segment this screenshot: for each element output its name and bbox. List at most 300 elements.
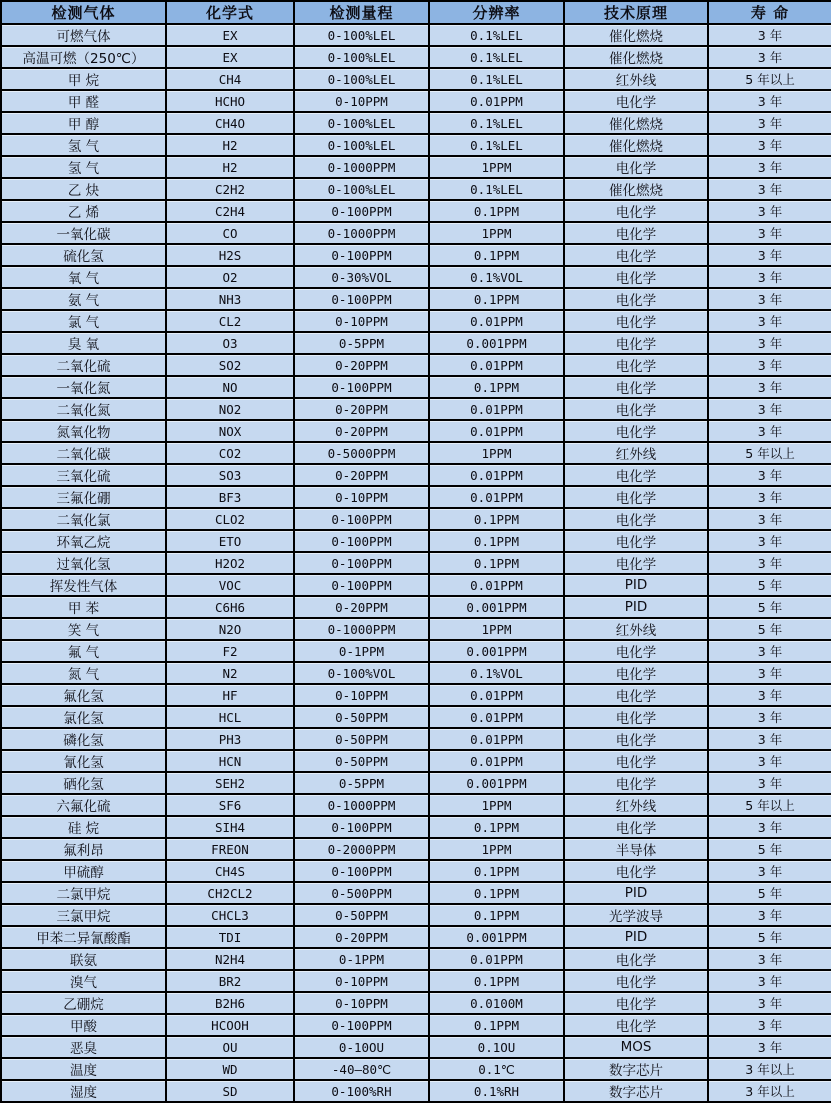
cell-principle: 半导体 — [564, 838, 708, 860]
cell-lifespan: 3 年 — [708, 244, 831, 266]
table-row — [1, 68, 831, 90]
cell-gas: 氯 气 — [1, 310, 166, 332]
cell-principle: 电化学 — [564, 90, 708, 112]
cell-lifespan: 3 年以上 — [708, 1080, 831, 1102]
cell-formula: EX — [166, 24, 294, 46]
cell-resolution: 1PPM — [429, 222, 564, 244]
cell-principle: 光学波导 — [564, 904, 708, 926]
cell-resolution: 0.01PPM — [429, 398, 564, 420]
table-row — [1, 486, 831, 508]
table-row — [1, 574, 831, 596]
cell-gas: 环氧乙烷 — [1, 530, 166, 552]
cell-resolution: 0.1℃ — [429, 1058, 564, 1080]
cell-formula: NO2 — [166, 398, 294, 420]
cell-gas: 甲 醛 — [1, 90, 166, 112]
cell-principle: 催化燃烧 — [564, 178, 708, 200]
cell-resolution: 1PPM — [429, 838, 564, 860]
cell-lifespan: 3 年 — [708, 288, 831, 310]
cell-range: 0-10PPM — [294, 310, 429, 332]
cell-range: 0-2000PPM — [294, 838, 429, 860]
cell-gas: 氮 气 — [1, 662, 166, 684]
cell-range: 0-1PPM — [294, 948, 429, 970]
cell-gas: 挥发性气体 — [1, 574, 166, 596]
cell-gas: 甲 苯 — [1, 596, 166, 618]
cell-formula: CH4O — [166, 112, 294, 134]
cell-lifespan: 3 年 — [708, 728, 831, 750]
cell-principle: PID — [564, 882, 708, 904]
cell-formula: CH4S — [166, 860, 294, 882]
cell-principle: PID — [564, 926, 708, 948]
cell-formula: BR2 — [166, 970, 294, 992]
cell-resolution: 0.1%LEL — [429, 68, 564, 90]
table-row — [1, 156, 831, 178]
cell-resolution: 0.1%LEL — [429, 24, 564, 46]
cell-principle: 电化学 — [564, 156, 708, 178]
cell-range: 0-1PPM — [294, 640, 429, 662]
cell-gas: 笑 气 — [1, 618, 166, 640]
table-row — [1, 838, 831, 860]
cell-principle: PID — [564, 596, 708, 618]
cell-range: 0-20PPM — [294, 926, 429, 948]
table-row — [1, 596, 831, 618]
cell-range: 0-100%LEL — [294, 134, 429, 156]
cell-gas: 氧 气 — [1, 266, 166, 288]
table-row — [1, 112, 831, 134]
cell-gas: 硒化氢 — [1, 772, 166, 794]
cell-lifespan: 3 年 — [708, 46, 831, 68]
cell-principle: 数字芯片 — [564, 1080, 708, 1102]
cell-range: 0-10OU — [294, 1036, 429, 1058]
cell-gas: 一氧化氮 — [1, 376, 166, 398]
cell-range: 0-100%LEL — [294, 24, 429, 46]
table-row — [1, 860, 831, 882]
table-row — [1, 420, 831, 442]
cell-formula: PH3 — [166, 728, 294, 750]
cell-formula: H2O2 — [166, 552, 294, 574]
cell-resolution: 0.1PPM — [429, 508, 564, 530]
cell-principle: 红外线 — [564, 794, 708, 816]
table-row — [1, 816, 831, 838]
column-header-resolution: 分辨率 — [429, 1, 564, 24]
cell-formula: CH2CL2 — [166, 882, 294, 904]
cell-range: 0-50PPM — [294, 904, 429, 926]
cell-principle: 电化学 — [564, 860, 708, 882]
table-row — [1, 354, 831, 376]
cell-range: 0-1000PPM — [294, 618, 429, 640]
cell-gas: 氮氧化物 — [1, 420, 166, 442]
cell-resolution: 0.1%RH — [429, 1080, 564, 1102]
cell-gas: 六氟化硫 — [1, 794, 166, 816]
table-row — [1, 618, 831, 640]
cell-formula: SF6 — [166, 794, 294, 816]
table-row — [1, 794, 831, 816]
cell-principle: 电化学 — [564, 662, 708, 684]
cell-principle: MOS — [564, 1036, 708, 1058]
cell-lifespan: 3 年 — [708, 354, 831, 376]
cell-gas: 二氯甲烷 — [1, 882, 166, 904]
cell-range: 0-1000PPM — [294, 794, 429, 816]
cell-formula: CHCL3 — [166, 904, 294, 926]
cell-resolution: 0.1PPM — [429, 288, 564, 310]
cell-resolution: 0.01PPM — [429, 310, 564, 332]
cell-principle: 电化学 — [564, 750, 708, 772]
cell-formula: C6H6 — [166, 596, 294, 618]
cell-lifespan: 3 年 — [708, 552, 831, 574]
cell-range: 0-100PPM — [294, 552, 429, 574]
table-row — [1, 662, 831, 684]
cell-resolution: 1PPM — [429, 156, 564, 178]
cell-formula: EX — [166, 46, 294, 68]
cell-range: 0-100PPM — [294, 1014, 429, 1036]
table-row — [1, 750, 831, 772]
cell-resolution: 0.01PPM — [429, 706, 564, 728]
cell-formula: H2 — [166, 156, 294, 178]
cell-lifespan: 3 年 — [708, 266, 831, 288]
cell-range: 0-100PPM — [294, 530, 429, 552]
cell-range: 0-30%VOL — [294, 266, 429, 288]
cell-gas: 甲苯二异氰酸酯 — [1, 926, 166, 948]
cell-principle: 电化学 — [564, 244, 708, 266]
cell-lifespan: 3 年 — [708, 640, 831, 662]
table-row — [1, 684, 831, 706]
cell-gas: 可燃气体 — [1, 24, 166, 46]
cell-lifespan: 3 年 — [708, 112, 831, 134]
cell-range: 0-500PPM — [294, 882, 429, 904]
cell-resolution: 1PPM — [429, 618, 564, 640]
cell-lifespan: 3 年 — [708, 750, 831, 772]
cell-lifespan: 3 年 — [708, 904, 831, 926]
cell-gas: 二氧化碳 — [1, 442, 166, 464]
cell-gas: 溴气 — [1, 970, 166, 992]
cell-lifespan: 3 年以上 — [708, 1058, 831, 1080]
cell-resolution: 0.001PPM — [429, 332, 564, 354]
cell-gas: 甲 烷 — [1, 68, 166, 90]
cell-lifespan: 3 年 — [708, 970, 831, 992]
cell-formula: CLO2 — [166, 508, 294, 530]
cell-principle: 电化学 — [564, 684, 708, 706]
cell-resolution: 0.01PPM — [429, 574, 564, 596]
column-header-range: 检测量程 — [294, 1, 429, 24]
cell-lifespan: 3 年 — [708, 200, 831, 222]
cell-resolution: 0.1%VOL — [429, 662, 564, 684]
cell-formula: HCHO — [166, 90, 294, 112]
cell-formula: ETO — [166, 530, 294, 552]
table-row — [1, 464, 831, 486]
cell-principle: 电化学 — [564, 266, 708, 288]
cell-range: 0-100PPM — [294, 200, 429, 222]
table-row — [1, 706, 831, 728]
cell-formula: SIH4 — [166, 816, 294, 838]
cell-formula: N2O — [166, 618, 294, 640]
cell-gas: 乙 烯 — [1, 200, 166, 222]
cell-resolution: 0.1PPM — [429, 904, 564, 926]
table-row — [1, 46, 831, 68]
cell-lifespan: 3 年 — [708, 772, 831, 794]
cell-gas: 三氯甲烷 — [1, 904, 166, 926]
cell-lifespan: 5 年 — [708, 926, 831, 948]
cell-range: 0-100PPM — [294, 508, 429, 530]
cell-range: 0-100%LEL — [294, 178, 429, 200]
table-row — [1, 992, 831, 1014]
cell-formula: SEH2 — [166, 772, 294, 794]
cell-formula: N2 — [166, 662, 294, 684]
cell-gas: 甲 醇 — [1, 112, 166, 134]
table-row — [1, 376, 831, 398]
cell-range: -40—80℃ — [294, 1058, 429, 1080]
cell-lifespan: 3 年 — [708, 508, 831, 530]
cell-resolution: 0.01PPM — [429, 728, 564, 750]
table-row — [1, 310, 831, 332]
cell-resolution: 0.1PPM — [429, 244, 564, 266]
cell-resolution: 1PPM — [429, 442, 564, 464]
cell-resolution: 0.001PPM — [429, 596, 564, 618]
cell-principle: 电化学 — [564, 530, 708, 552]
cell-gas: 一氧化碳 — [1, 222, 166, 244]
cell-gas: 氰化氢 — [1, 750, 166, 772]
cell-lifespan: 3 年 — [708, 530, 831, 552]
cell-formula: F2 — [166, 640, 294, 662]
cell-lifespan: 3 年 — [708, 222, 831, 244]
table-row — [1, 508, 831, 530]
cell-gas: 乙硼烷 — [1, 992, 166, 1014]
cell-range: 0-5PPM — [294, 772, 429, 794]
cell-range: 0-20PPM — [294, 420, 429, 442]
cell-gas: 硫化氢 — [1, 244, 166, 266]
cell-resolution: 0.1%LEL — [429, 112, 564, 134]
cell-gas: 湿度 — [1, 1080, 166, 1102]
cell-principle: 数字芯片 — [564, 1058, 708, 1080]
cell-principle: 电化学 — [564, 310, 708, 332]
table-row — [1, 90, 831, 112]
cell-principle: 电化学 — [564, 200, 708, 222]
column-header-principle: 技术原理 — [564, 1, 708, 24]
cell-range: 0-10PPM — [294, 486, 429, 508]
cell-range: 0-20PPM — [294, 398, 429, 420]
cell-resolution: 1PPM — [429, 794, 564, 816]
cell-resolution: 0.001PPM — [429, 926, 564, 948]
cell-gas: 氯化氢 — [1, 706, 166, 728]
cell-principle: 电化学 — [564, 464, 708, 486]
cell-resolution: 0.01PPM — [429, 90, 564, 112]
cell-formula: CL2 — [166, 310, 294, 332]
cell-principle: 电化学 — [564, 552, 708, 574]
cell-gas: 硅 烷 — [1, 816, 166, 838]
cell-range: 0-50PPM — [294, 706, 429, 728]
cell-lifespan: 3 年 — [708, 178, 831, 200]
cell-lifespan: 5 年 — [708, 838, 831, 860]
cell-resolution: 0.1%LEL — [429, 46, 564, 68]
table-row — [1, 904, 831, 926]
cell-lifespan: 3 年 — [708, 310, 831, 332]
cell-principle: 电化学 — [564, 486, 708, 508]
cell-principle: 电化学 — [564, 970, 708, 992]
cell-range: 0-20PPM — [294, 596, 429, 618]
table-row — [1, 222, 831, 244]
cell-principle: 电化学 — [564, 728, 708, 750]
cell-resolution: 0.1PPM — [429, 376, 564, 398]
cell-lifespan: 3 年 — [708, 376, 831, 398]
cell-resolution: 0.1PPM — [429, 200, 564, 222]
cell-lifespan: 3 年 — [708, 706, 831, 728]
cell-formula: O2 — [166, 266, 294, 288]
cell-gas: 二氧化氮 — [1, 398, 166, 420]
cell-lifespan: 3 年 — [708, 420, 831, 442]
cell-resolution: 0.01PPM — [429, 948, 564, 970]
table-row — [1, 970, 831, 992]
cell-formula: FREON — [166, 838, 294, 860]
cell-range: 0-100%LEL — [294, 68, 429, 90]
cell-resolution: 0.001PPM — [429, 772, 564, 794]
table-row — [1, 442, 831, 464]
cell-gas: 过氧化氢 — [1, 552, 166, 574]
cell-lifespan: 3 年 — [708, 464, 831, 486]
table-row — [1, 882, 831, 904]
cell-resolution: 0.01PPM — [429, 684, 564, 706]
cell-lifespan: 3 年 — [708, 816, 831, 838]
cell-resolution: 0.1PPM — [429, 1014, 564, 1036]
cell-resolution: 0.1%LEL — [429, 178, 564, 200]
cell-gas: 氟化氢 — [1, 684, 166, 706]
cell-gas: 联氨 — [1, 948, 166, 970]
cell-gas: 氢 气 — [1, 156, 166, 178]
cell-lifespan: 5 年以上 — [708, 794, 831, 816]
cell-range: 0-100%VOL — [294, 662, 429, 684]
table-row — [1, 266, 831, 288]
column-header-gas: 检测气体 — [1, 1, 166, 24]
cell-principle: 红外线 — [564, 618, 708, 640]
cell-lifespan: 5 年以上 — [708, 68, 831, 90]
table-row — [1, 288, 831, 310]
cell-principle: 催化燃烧 — [564, 46, 708, 68]
cell-lifespan: 3 年 — [708, 948, 831, 970]
cell-lifespan: 5 年 — [708, 574, 831, 596]
cell-formula: NH3 — [166, 288, 294, 310]
cell-formula: SO3 — [166, 464, 294, 486]
cell-formula: HF — [166, 684, 294, 706]
cell-principle: 电化学 — [564, 948, 708, 970]
cell-principle: 催化燃烧 — [564, 112, 708, 134]
table-row — [1, 200, 831, 222]
cell-resolution: 0.1PPM — [429, 970, 564, 992]
cell-formula: HCOOH — [166, 1014, 294, 1036]
table-row — [1, 1080, 831, 1102]
cell-range: 0-20PPM — [294, 354, 429, 376]
cell-range: 0-100PPM — [294, 244, 429, 266]
cell-formula: SO2 — [166, 354, 294, 376]
cell-principle: 电化学 — [564, 354, 708, 376]
cell-resolution: 0.01PPM — [429, 750, 564, 772]
cell-gas: 磷化氢 — [1, 728, 166, 750]
table-row — [1, 728, 831, 750]
cell-lifespan: 3 年 — [708, 992, 831, 1014]
cell-range: 0-10PPM — [294, 90, 429, 112]
cell-formula: TDI — [166, 926, 294, 948]
cell-lifespan: 3 年 — [708, 684, 831, 706]
cell-gas: 恶臭 — [1, 1036, 166, 1058]
cell-range: 0-50PPM — [294, 728, 429, 750]
cell-gas: 甲酸 — [1, 1014, 166, 1036]
column-header-formula: 化学式 — [166, 1, 294, 24]
cell-formula: WD — [166, 1058, 294, 1080]
table-row — [1, 178, 831, 200]
table-row — [1, 1014, 831, 1036]
cell-lifespan: 3 年 — [708, 662, 831, 684]
column-header-lifespan: 寿 命 — [708, 1, 831, 24]
cell-gas: 臭 氧 — [1, 332, 166, 354]
cell-principle: 电化学 — [564, 1014, 708, 1036]
table-row — [1, 1036, 831, 1058]
cell-principle: 电化学 — [564, 640, 708, 662]
table-row — [1, 552, 831, 574]
cell-range: 0-100PPM — [294, 860, 429, 882]
cell-principle: 电化学 — [564, 508, 708, 530]
cell-principle: 电化学 — [564, 288, 708, 310]
cell-range: 0-100PPM — [294, 816, 429, 838]
cell-resolution: 0.01PPM — [429, 464, 564, 486]
cell-range: 0-1000PPM — [294, 222, 429, 244]
cell-formula: CH4 — [166, 68, 294, 90]
cell-lifespan: 3 年 — [708, 1014, 831, 1036]
cell-gas: 甲硫醇 — [1, 860, 166, 882]
cell-principle: PID — [564, 574, 708, 596]
cell-range: 0-10PPM — [294, 992, 429, 1014]
cell-formula: C2H2 — [166, 178, 294, 200]
cell-resolution: 0.1OU — [429, 1036, 564, 1058]
table-row — [1, 134, 831, 156]
cell-resolution: 0.01PPM — [429, 486, 564, 508]
cell-formula: O3 — [166, 332, 294, 354]
cell-formula: C2H4 — [166, 200, 294, 222]
cell-principle: 红外线 — [564, 442, 708, 464]
cell-formula: VOC — [166, 574, 294, 596]
cell-range: 0-100PPM — [294, 574, 429, 596]
cell-gas: 氨 气 — [1, 288, 166, 310]
cell-lifespan: 3 年 — [708, 1036, 831, 1058]
cell-lifespan: 3 年 — [708, 860, 831, 882]
cell-formula: BF3 — [166, 486, 294, 508]
cell-principle: 电化学 — [564, 706, 708, 728]
cell-lifespan: 5 年以上 — [708, 442, 831, 464]
cell-range: 0-1000PPM — [294, 156, 429, 178]
cell-formula: NO — [166, 376, 294, 398]
cell-gas: 氟 气 — [1, 640, 166, 662]
cell-principle: 催化燃烧 — [564, 24, 708, 46]
cell-principle: 电化学 — [564, 772, 708, 794]
cell-lifespan: 3 年 — [708, 398, 831, 420]
cell-formula: HCN — [166, 750, 294, 772]
cell-resolution: 0.1PPM — [429, 860, 564, 882]
table-row — [1, 926, 831, 948]
table-row — [1, 640, 831, 662]
table-body — [1, 24, 831, 1102]
cell-lifespan: 3 年 — [708, 486, 831, 508]
cell-range: 0-5000PPM — [294, 442, 429, 464]
cell-formula: CO — [166, 222, 294, 244]
cell-resolution: 0.1PPM — [429, 816, 564, 838]
cell-lifespan: 3 年 — [708, 134, 831, 156]
cell-principle: 催化燃烧 — [564, 134, 708, 156]
table-row — [1, 1058, 831, 1080]
cell-resolution: 0.1%VOL — [429, 266, 564, 288]
cell-formula: N2H4 — [166, 948, 294, 970]
table-row — [1, 772, 831, 794]
cell-formula: HCL — [166, 706, 294, 728]
cell-range: 0-50PPM — [294, 750, 429, 772]
cell-formula: H2 — [166, 134, 294, 156]
cell-formula: CO2 — [166, 442, 294, 464]
cell-gas: 氢 气 — [1, 134, 166, 156]
cell-range: 0-5PPM — [294, 332, 429, 354]
